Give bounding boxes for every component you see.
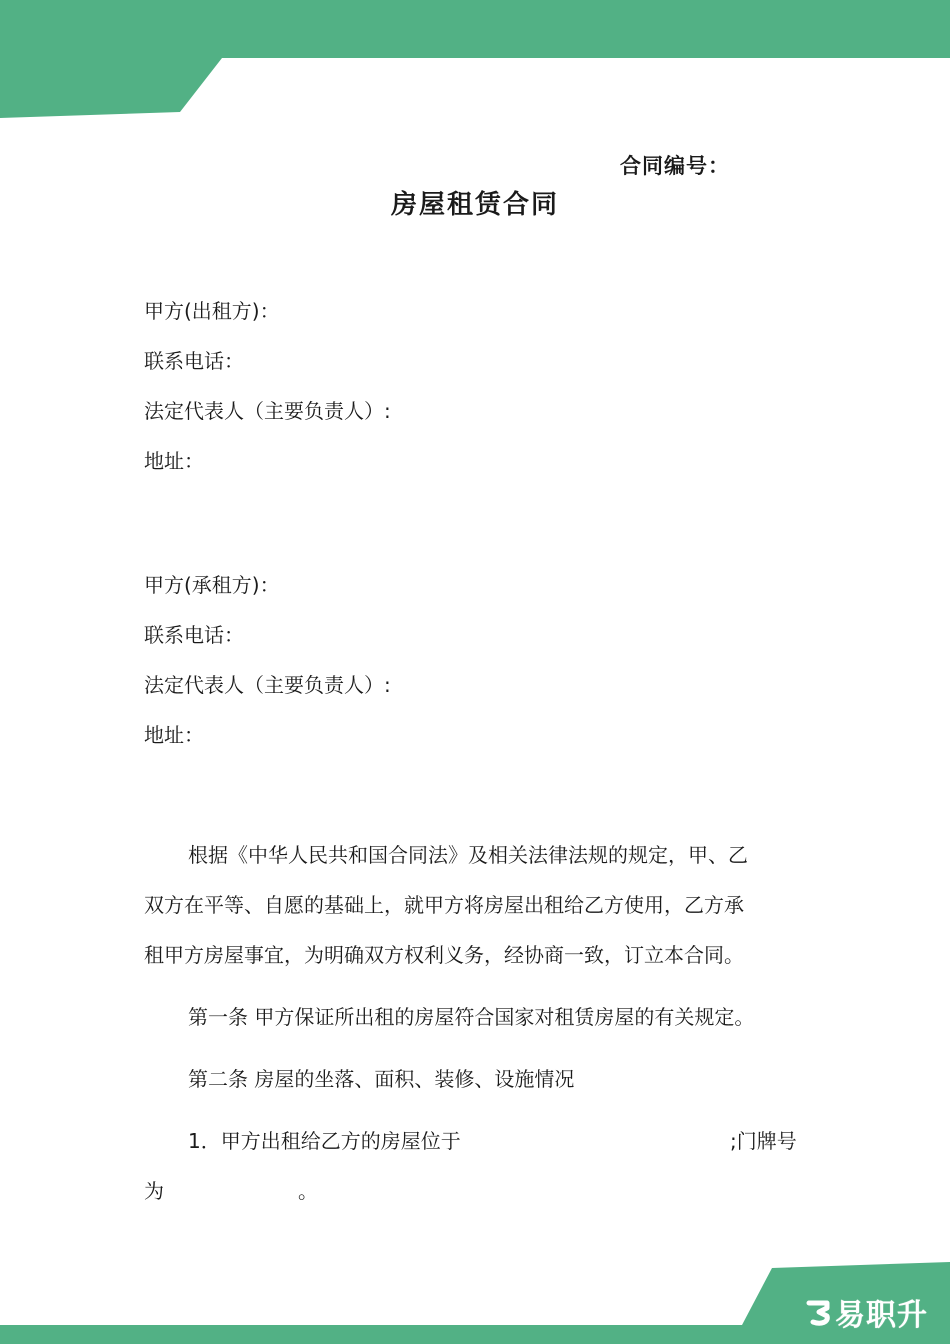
item-1-period: 。 (298, 1179, 318, 1203)
party-a-phone-label: 联系电话： (144, 349, 244, 373)
article-2: 第二条 房屋的坐落、面积、装修、设施情况 (188, 1067, 575, 1091)
party-b-rep-label: 法定代表人（主要负责人）: (144, 673, 391, 697)
page-title: 房屋租赁合同 (390, 190, 559, 220)
item-1-start: 1．甲方出租给乙方的房屋位于 (188, 1129, 461, 1153)
intro-line-3: 租甲方房屋事宜，为明确双方权利义务，经协商一致，订立本合同。 (144, 943, 744, 967)
item-1-line (144, 1116, 810, 1166)
party-b-address-label: 地址： (144, 723, 204, 747)
brand-name: 易职升 (835, 1298, 928, 1333)
header-band (0, 0, 950, 118)
intro-line-2: 双方在平等、自愿的基础上，就甲方将房屋出租给乙方使用，乙方承 (144, 893, 744, 917)
party-a-address-label: 地址： (144, 449, 204, 473)
contract-body (144, 830, 810, 1216)
item-1-continuation (144, 1166, 810, 1216)
item-1-cont: 为 (144, 1179, 164, 1203)
item-1-end: ;门牌号 (730, 1129, 797, 1153)
article-1: 第一条 甲方保证所出租的房屋符合国家对租赁房屋的有关规定。 (188, 1005, 755, 1029)
party-a-rep-label: 法定代表人（主要负责人）: (144, 399, 391, 423)
party-b-name-label: 甲方(承租方)： (144, 573, 280, 597)
intro-line-1: 根据《中华人民共和国合同法》及相关法律法规的规定，甲、乙 (188, 843, 748, 867)
brand-mark-icon (805, 1298, 835, 1326)
brand-logo (805, 1290, 928, 1334)
contract-number-label: 合同编号： (620, 154, 730, 178)
party-a-name-label: 甲方(出租方)： (144, 299, 280, 323)
party-b-phone-label: 联系电话： (144, 623, 244, 647)
